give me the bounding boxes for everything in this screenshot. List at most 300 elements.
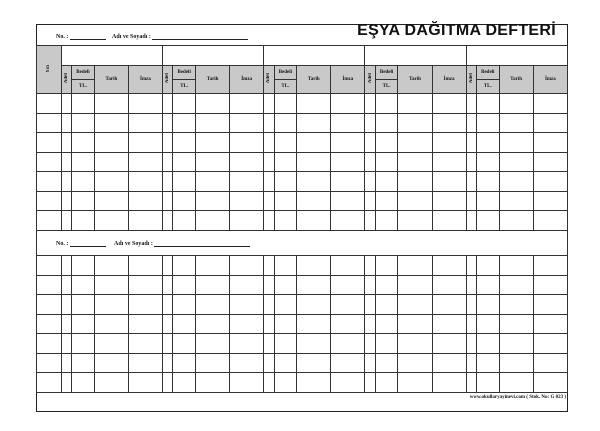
table-cell[interactable] bbox=[432, 211, 466, 231]
table-cell[interactable] bbox=[476, 211, 499, 231]
table-cell[interactable] bbox=[162, 94, 172, 114]
table-cell[interactable] bbox=[398, 334, 432, 354]
table-cell[interactable] bbox=[466, 314, 476, 334]
table-cell[interactable] bbox=[162, 133, 172, 153]
table-cell[interactable] bbox=[94, 191, 128, 211]
table-cell[interactable] bbox=[61, 172, 71, 192]
table-cell[interactable] bbox=[173, 191, 196, 211]
table-cell[interactable] bbox=[297, 172, 331, 192]
table-cell[interactable] bbox=[375, 211, 398, 231]
table-cell[interactable] bbox=[466, 191, 476, 211]
table-cell[interactable] bbox=[398, 94, 432, 114]
table-cell[interactable] bbox=[230, 152, 264, 172]
table-cell[interactable] bbox=[72, 295, 95, 315]
table-cell[interactable] bbox=[128, 113, 162, 133]
table-cell[interactable] bbox=[72, 211, 95, 231]
table-cell[interactable] bbox=[264, 133, 274, 153]
table-cell[interactable] bbox=[375, 353, 398, 373]
table-cell[interactable] bbox=[128, 94, 162, 114]
table-cell[interactable] bbox=[499, 133, 533, 153]
table-cell[interactable] bbox=[499, 94, 533, 114]
table-cell[interactable] bbox=[533, 256, 567, 276]
table-cell[interactable] bbox=[476, 373, 499, 393]
table-cell[interactable] bbox=[398, 191, 432, 211]
table-cell[interactable] bbox=[331, 211, 365, 231]
table-cell[interactable] bbox=[499, 275, 533, 295]
table-cell[interactable] bbox=[476, 295, 499, 315]
table-cell[interactable] bbox=[61, 275, 71, 295]
table-cell[interactable] bbox=[264, 334, 274, 354]
table-cell[interactable] bbox=[365, 133, 375, 153]
table-cell[interactable] bbox=[365, 191, 375, 211]
table-cell[interactable] bbox=[37, 275, 62, 295]
table-cell[interactable] bbox=[264, 353, 274, 373]
table-cell[interactable] bbox=[466, 275, 476, 295]
table-cell[interactable] bbox=[94, 211, 128, 231]
table-cell[interactable] bbox=[37, 152, 62, 172]
table-cell[interactable] bbox=[432, 172, 466, 192]
table-cell[interactable] bbox=[476, 314, 499, 334]
table-cell[interactable] bbox=[476, 133, 499, 153]
table-cell[interactable] bbox=[72, 275, 95, 295]
table-cell[interactable] bbox=[173, 172, 196, 192]
table-cell[interactable] bbox=[331, 334, 365, 354]
table-cell[interactable] bbox=[162, 191, 172, 211]
table-cell[interactable] bbox=[274, 314, 297, 334]
table-cell[interactable] bbox=[37, 113, 62, 133]
table-cell[interactable] bbox=[375, 373, 398, 393]
table-cell[interactable] bbox=[365, 314, 375, 334]
table-cell[interactable] bbox=[264, 314, 274, 334]
table-cell[interactable] bbox=[365, 211, 375, 231]
table-cell[interactable] bbox=[264, 191, 274, 211]
table-cell[interactable] bbox=[196, 373, 230, 393]
table-cell[interactable] bbox=[466, 256, 476, 276]
table-cell[interactable] bbox=[128, 373, 162, 393]
table-cell[interactable] bbox=[173, 152, 196, 172]
table-cell[interactable] bbox=[61, 256, 71, 276]
table-cell[interactable] bbox=[94, 353, 128, 373]
table-cell[interactable] bbox=[499, 152, 533, 172]
table-cell[interactable] bbox=[61, 152, 71, 172]
table-cell[interactable] bbox=[365, 373, 375, 393]
table-cell[interactable] bbox=[297, 94, 331, 114]
table-cell[interactable] bbox=[264, 211, 274, 231]
table-cell[interactable] bbox=[274, 353, 297, 373]
table-cell[interactable] bbox=[466, 172, 476, 192]
table-cell[interactable] bbox=[37, 314, 62, 334]
name-field[interactable] bbox=[112, 33, 248, 40]
table-cell[interactable] bbox=[230, 94, 264, 114]
table-cell[interactable] bbox=[365, 275, 375, 295]
table-cell[interactable] bbox=[476, 172, 499, 192]
table-cell[interactable] bbox=[375, 314, 398, 334]
table-cell[interactable] bbox=[128, 334, 162, 354]
table-cell[interactable] bbox=[398, 256, 432, 276]
table-cell[interactable] bbox=[466, 353, 476, 373]
table-cell[interactable] bbox=[37, 373, 62, 393]
no-field-2[interactable] bbox=[56, 240, 106, 247]
table-cell[interactable] bbox=[94, 295, 128, 315]
table-cell[interactable] bbox=[466, 295, 476, 315]
table-cell[interactable] bbox=[432, 113, 466, 133]
table-cell[interactable] bbox=[375, 295, 398, 315]
table-cell[interactable] bbox=[37, 256, 62, 276]
table-cell[interactable] bbox=[128, 152, 162, 172]
table-cell[interactable] bbox=[533, 353, 567, 373]
table-cell[interactable] bbox=[365, 256, 375, 276]
table-cell[interactable] bbox=[162, 295, 172, 315]
table-cell[interactable] bbox=[331, 373, 365, 393]
table-cell[interactable] bbox=[230, 353, 264, 373]
table-cell[interactable] bbox=[230, 211, 264, 231]
table-cell[interactable] bbox=[196, 314, 230, 334]
table-cell[interactable] bbox=[162, 211, 172, 231]
table-cell[interactable] bbox=[173, 275, 196, 295]
table-cell[interactable] bbox=[375, 172, 398, 192]
table-cell[interactable] bbox=[297, 133, 331, 153]
table-cell[interactable] bbox=[94, 94, 128, 114]
table-cell[interactable] bbox=[94, 113, 128, 133]
table-cell[interactable] bbox=[476, 353, 499, 373]
table-cell[interactable] bbox=[466, 113, 476, 133]
table-cell[interactable] bbox=[331, 275, 365, 295]
table-cell[interactable] bbox=[297, 334, 331, 354]
table-cell[interactable] bbox=[476, 113, 499, 133]
table-cell[interactable] bbox=[196, 334, 230, 354]
table-cell[interactable] bbox=[398, 353, 432, 373]
table-cell[interactable] bbox=[499, 172, 533, 192]
table-cell[interactable] bbox=[128, 295, 162, 315]
table-cell[interactable] bbox=[297, 256, 331, 276]
table-cell[interactable] bbox=[264, 113, 274, 133]
table-cell[interactable] bbox=[365, 334, 375, 354]
table-cell[interactable] bbox=[499, 191, 533, 211]
table-cell[interactable] bbox=[128, 353, 162, 373]
table-cell[interactable] bbox=[297, 373, 331, 393]
table-cell[interactable] bbox=[162, 172, 172, 192]
table-cell[interactable] bbox=[297, 275, 331, 295]
table-cell[interactable] bbox=[499, 334, 533, 354]
table-cell[interactable] bbox=[466, 152, 476, 172]
table-cell[interactable] bbox=[94, 334, 128, 354]
table-cell[interactable] bbox=[61, 94, 71, 114]
table-cell[interactable] bbox=[375, 334, 398, 354]
table-cell[interactable] bbox=[230, 373, 264, 393]
table-cell[interactable] bbox=[375, 133, 398, 153]
table-cell[interactable] bbox=[196, 113, 230, 133]
table-cell[interactable] bbox=[331, 94, 365, 114]
table-cell[interactable] bbox=[94, 256, 128, 276]
table-cell[interactable] bbox=[72, 113, 95, 133]
table-cell[interactable] bbox=[230, 113, 264, 133]
table-cell[interactable] bbox=[230, 334, 264, 354]
table-cell[interactable] bbox=[72, 133, 95, 153]
table-cell[interactable] bbox=[264, 373, 274, 393]
table-cell[interactable] bbox=[72, 191, 95, 211]
table-cell[interactable] bbox=[128, 133, 162, 153]
table-cell[interactable] bbox=[499, 256, 533, 276]
table-cell[interactable] bbox=[37, 191, 62, 211]
table-cell[interactable] bbox=[230, 133, 264, 153]
table-cell[interactable] bbox=[331, 353, 365, 373]
table-cell[interactable] bbox=[499, 295, 533, 315]
table-cell[interactable] bbox=[264, 152, 274, 172]
table-cell[interactable] bbox=[432, 353, 466, 373]
table-cell[interactable] bbox=[365, 172, 375, 192]
table-cell[interactable] bbox=[196, 211, 230, 231]
table-cell[interactable] bbox=[162, 152, 172, 172]
table-cell[interactable] bbox=[72, 94, 95, 114]
table-cell[interactable] bbox=[162, 275, 172, 295]
table-cell[interactable] bbox=[37, 295, 62, 315]
table-cell[interactable] bbox=[432, 334, 466, 354]
table-cell[interactable] bbox=[173, 295, 196, 315]
table-cell[interactable] bbox=[61, 295, 71, 315]
table-cell[interactable] bbox=[432, 256, 466, 276]
table-cell[interactable] bbox=[230, 256, 264, 276]
table-cell[interactable] bbox=[432, 191, 466, 211]
table-cell[interactable] bbox=[499, 211, 533, 231]
table-cell[interactable] bbox=[274, 373, 297, 393]
table-cell[interactable] bbox=[72, 152, 95, 172]
table-cell[interactable] bbox=[476, 334, 499, 354]
table-cell[interactable] bbox=[274, 172, 297, 192]
table-cell[interactable] bbox=[375, 94, 398, 114]
table-cell[interactable] bbox=[162, 256, 172, 276]
table-cell[interactable] bbox=[533, 314, 567, 334]
table-cell[interactable] bbox=[331, 295, 365, 315]
table-cell[interactable] bbox=[274, 275, 297, 295]
table-cell[interactable] bbox=[432, 152, 466, 172]
table-cell[interactable] bbox=[533, 373, 567, 393]
table-cell[interactable] bbox=[499, 113, 533, 133]
table-cell[interactable] bbox=[375, 256, 398, 276]
table-cell[interactable] bbox=[196, 172, 230, 192]
table-cell[interactable] bbox=[331, 152, 365, 172]
table-cell[interactable] bbox=[533, 172, 567, 192]
table-cell[interactable] bbox=[297, 211, 331, 231]
table-cell[interactable] bbox=[432, 295, 466, 315]
table-cell[interactable] bbox=[196, 256, 230, 276]
table-cell[interactable] bbox=[128, 211, 162, 231]
table-cell[interactable] bbox=[128, 191, 162, 211]
table-cell[interactable] bbox=[331, 191, 365, 211]
table-cell[interactable] bbox=[196, 191, 230, 211]
table-cell[interactable] bbox=[331, 133, 365, 153]
table-cell[interactable] bbox=[398, 211, 432, 231]
table-cell[interactable] bbox=[365, 152, 375, 172]
table-cell[interactable] bbox=[173, 113, 196, 133]
table-cell[interactable] bbox=[264, 172, 274, 192]
table-cell[interactable] bbox=[37, 94, 62, 114]
table-cell[interactable] bbox=[533, 152, 567, 172]
table-cell[interactable] bbox=[230, 275, 264, 295]
table-cell[interactable] bbox=[128, 314, 162, 334]
table-cell[interactable] bbox=[533, 295, 567, 315]
table-cell[interactable] bbox=[274, 334, 297, 354]
table-cell[interactable] bbox=[476, 256, 499, 276]
table-cell[interactable] bbox=[274, 191, 297, 211]
table-cell[interactable] bbox=[37, 172, 62, 192]
table-cell[interactable] bbox=[398, 133, 432, 153]
table-cell[interactable] bbox=[365, 295, 375, 315]
table-cell[interactable] bbox=[196, 152, 230, 172]
header-adet-1 bbox=[61, 66, 71, 94]
table-cell[interactable] bbox=[297, 295, 331, 315]
table-cell[interactable] bbox=[37, 133, 62, 153]
table-cell[interactable] bbox=[533, 211, 567, 231]
table-cell[interactable] bbox=[94, 275, 128, 295]
table-cell[interactable] bbox=[61, 113, 71, 133]
table-cell[interactable] bbox=[466, 133, 476, 153]
table-cell[interactable] bbox=[398, 113, 432, 133]
table-cell[interactable] bbox=[162, 334, 172, 354]
table-cell[interactable] bbox=[72, 314, 95, 334]
table-cell[interactable] bbox=[264, 94, 274, 114]
header-tarih-5 bbox=[499, 66, 533, 94]
table-cell[interactable] bbox=[398, 373, 432, 393]
table-cell[interactable] bbox=[533, 334, 567, 354]
table-cell[interactable] bbox=[173, 94, 196, 114]
table-cell[interactable] bbox=[72, 172, 95, 192]
table-cell[interactable] bbox=[432, 94, 466, 114]
table-cell[interactable] bbox=[72, 373, 95, 393]
table-cell[interactable] bbox=[128, 256, 162, 276]
table-cell[interactable] bbox=[432, 275, 466, 295]
table-cell[interactable] bbox=[196, 295, 230, 315]
table-cell[interactable] bbox=[72, 353, 95, 373]
table-cell[interactable] bbox=[476, 275, 499, 295]
table-cell[interactable] bbox=[432, 314, 466, 334]
table-cell[interactable] bbox=[375, 191, 398, 211]
table-cell[interactable] bbox=[264, 295, 274, 315]
table-cell[interactable] bbox=[230, 172, 264, 192]
table-cell[interactable] bbox=[476, 191, 499, 211]
table-cell[interactable] bbox=[297, 353, 331, 373]
table-cell[interactable] bbox=[398, 152, 432, 172]
table-cell[interactable] bbox=[297, 113, 331, 133]
table-cell[interactable] bbox=[61, 191, 71, 211]
table-cell[interactable] bbox=[466, 94, 476, 114]
table-cell[interactable] bbox=[476, 152, 499, 172]
table-cell[interactable] bbox=[365, 94, 375, 114]
no-field[interactable] bbox=[56, 33, 106, 40]
table-cell[interactable] bbox=[432, 373, 466, 393]
table-cell[interactable] bbox=[466, 211, 476, 231]
table-cell[interactable] bbox=[94, 133, 128, 153]
table-cell[interactable] bbox=[173, 373, 196, 393]
table-cell[interactable] bbox=[274, 113, 297, 133]
table-cell[interactable] bbox=[196, 275, 230, 295]
table-cell[interactable] bbox=[375, 152, 398, 172]
table-cell[interactable] bbox=[398, 172, 432, 192]
table-cell[interactable] bbox=[94, 152, 128, 172]
table-cell[interactable] bbox=[274, 295, 297, 315]
table-cell[interactable] bbox=[37, 211, 62, 231]
table-cell[interactable] bbox=[274, 133, 297, 153]
table-cell[interactable] bbox=[196, 133, 230, 153]
table-cell[interactable] bbox=[499, 314, 533, 334]
table-cell[interactable] bbox=[230, 191, 264, 211]
table-cell[interactable] bbox=[398, 295, 432, 315]
table-cell[interactable] bbox=[61, 133, 71, 153]
table-cell[interactable] bbox=[72, 256, 95, 276]
table-cell[interactable] bbox=[499, 373, 533, 393]
table-cell[interactable] bbox=[162, 353, 172, 373]
table-cell[interactable] bbox=[274, 211, 297, 231]
table-cell[interactable] bbox=[264, 256, 274, 276]
table-cell[interactable] bbox=[274, 152, 297, 172]
table-cell[interactable] bbox=[173, 133, 196, 153]
table-cell[interactable] bbox=[196, 94, 230, 114]
table-cell[interactable] bbox=[297, 191, 331, 211]
table-cell[interactable] bbox=[499, 353, 533, 373]
table-cell[interactable] bbox=[398, 275, 432, 295]
table-cell[interactable] bbox=[94, 172, 128, 192]
table-cell[interactable] bbox=[61, 353, 71, 373]
table-cell[interactable] bbox=[72, 334, 95, 354]
table-cell[interactable] bbox=[61, 314, 71, 334]
table-cell[interactable] bbox=[274, 94, 297, 114]
table-cell[interactable] bbox=[173, 211, 196, 231]
table-cell[interactable] bbox=[533, 113, 567, 133]
table-cell[interactable] bbox=[331, 256, 365, 276]
table-cell[interactable] bbox=[533, 94, 567, 114]
table-cell[interactable] bbox=[466, 334, 476, 354]
table-cell[interactable] bbox=[274, 256, 297, 276]
table-cell[interactable] bbox=[162, 314, 172, 334]
table-cell[interactable] bbox=[94, 314, 128, 334]
table-cell[interactable] bbox=[398, 314, 432, 334]
table-cell[interactable] bbox=[466, 373, 476, 393]
table-cell[interactable] bbox=[264, 275, 274, 295]
table-cell[interactable] bbox=[128, 172, 162, 192]
table-cell[interactable] bbox=[94, 373, 128, 393]
name-field-2[interactable] bbox=[114, 240, 250, 247]
table-cell[interactable] bbox=[196, 353, 230, 373]
table-cell[interactable] bbox=[230, 314, 264, 334]
table-cell[interactable] bbox=[365, 113, 375, 133]
table-cell[interactable] bbox=[173, 353, 196, 373]
table-cell[interactable] bbox=[375, 275, 398, 295]
table-cell[interactable] bbox=[173, 334, 196, 354]
table-cell[interactable] bbox=[61, 211, 71, 231]
table-cell[interactable] bbox=[173, 256, 196, 276]
table-cell[interactable] bbox=[37, 334, 62, 354]
table-cell[interactable] bbox=[533, 275, 567, 295]
table-cell[interactable] bbox=[365, 353, 375, 373]
table-cell[interactable] bbox=[162, 373, 172, 393]
table-cell[interactable] bbox=[533, 133, 567, 153]
table-cell[interactable] bbox=[61, 373, 71, 393]
table-cell[interactable] bbox=[230, 295, 264, 315]
table-cell[interactable] bbox=[331, 314, 365, 334]
table-cell[interactable] bbox=[297, 152, 331, 172]
table-cell[interactable] bbox=[432, 133, 466, 153]
table-cell[interactable] bbox=[173, 314, 196, 334]
table-cell[interactable] bbox=[162, 113, 172, 133]
table-cell[interactable] bbox=[61, 334, 71, 354]
table-cell[interactable] bbox=[331, 113, 365, 133]
table-cell[interactable] bbox=[375, 113, 398, 133]
table-cell[interactable] bbox=[331, 172, 365, 192]
table-cell[interactable] bbox=[128, 275, 162, 295]
table-cell[interactable] bbox=[533, 191, 567, 211]
table-cell[interactable] bbox=[37, 353, 62, 373]
table-cell[interactable] bbox=[476, 94, 499, 114]
table-cell[interactable] bbox=[297, 314, 331, 334]
